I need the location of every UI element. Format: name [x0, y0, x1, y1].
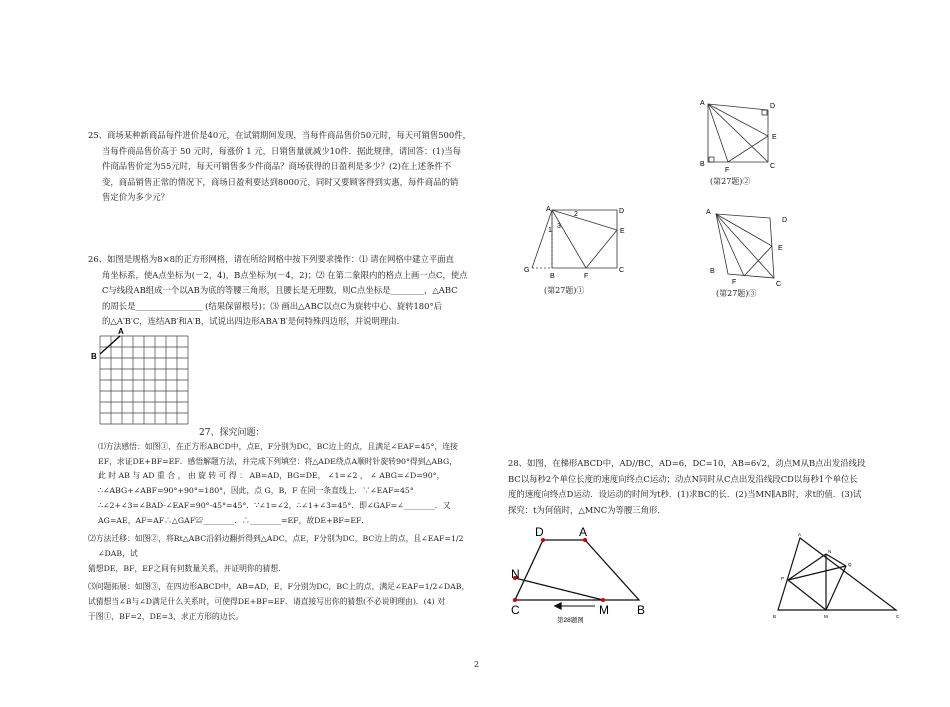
- q28-tri-label-a: A: [798, 532, 802, 537]
- fig3-label-a: A: [706, 209, 711, 216]
- q27-figure-1: [520, 202, 635, 284]
- q28-line: BC以每秒2个单位长度的速度向终点C运动；动点N同时从C点出发沿线段CD以每秒1个单位长: [508, 473, 858, 484]
- q26-line: 角坐标系，使A点坐标为(－2，4)，B点坐标为(－4，2)；⑵ 在第二象限内的格点上画一点C，使点: [102, 269, 468, 280]
- fig3-caption: (第27题)③: [716, 289, 757, 298]
- question-26: [88, 252, 493, 330]
- grid-label-a: A: [118, 327, 124, 336]
- fig3-label-c: C: [776, 281, 782, 288]
- fig1-label-f: F: [584, 273, 589, 280]
- q27-title: 27、探究问题：: [199, 428, 265, 438]
- fig3-label-d: D: [782, 217, 788, 224]
- q28-tri-label-b: B: [773, 614, 777, 619]
- fig2-label-f: F: [725, 167, 730, 174]
- fig1-label-d: D: [619, 208, 625, 215]
- q28-label-m: M: [599, 603, 609, 617]
- q26-grid-figure: [90, 326, 200, 426]
- fig2-caption: (第27题)②: [710, 177, 751, 186]
- q25-line: 件商品售价定为55元时，每天可销售多少件商品？商场获得的日盈利是多少？(2)在上述条件不: [102, 161, 452, 171]
- q26-line: C与线段AB组成一个以AB为底的等腰三角形，且腰长是无理数，则C点坐标是________，△ABC: [102, 285, 458, 295]
- q26-line: 26、如图是规格为8×8的正方形网格，请在所给网格中按下列要求操作：⑴ 请在网格中建立平面直: [88, 254, 454, 264]
- page-number: 2: [474, 660, 480, 669]
- q28-label-c: C: [511, 603, 520, 617]
- fig3-label-b: B: [710, 268, 715, 275]
- q25-line: 当每件商品售价高于 50 元时，每涨价 1 元，日销售量就减少10件．据此规律，请回答：(1)当每: [102, 145, 462, 156]
- q27-figure-3: [700, 200, 795, 290]
- grid-label-b: B: [91, 352, 97, 361]
- q25-line: 变，商品销售正常的情况下，商场日盈利要达到8000元，同时又要顾客得到实惠，每件商品的销: [102, 176, 459, 187]
- fig1-label-b: B: [550, 273, 555, 280]
- q28-label-b: B: [637, 603, 646, 617]
- q27-line: EF，求证DE+BF=EF．感悟解题方法，并完成下列填空：将△ADE绕点A顺时针旋转90°得到△ABG，: [98, 456, 458, 466]
- q27-line: AG=AE，AF=AF∴△GAF≌________．∴________=EF，故DE+BF=EF．: [98, 515, 370, 525]
- fig1-label-a: A: [546, 206, 551, 213]
- question-25: [88, 128, 493, 206]
- q27-line: ∴∠ABG+∠ABF=90°+90°=180°，因此，点 G，B，F 在同一条直线上．∵∠EAF=45°: [98, 486, 414, 496]
- q28-fig-caption: 第28题图: [557, 617, 584, 624]
- fig1-label-1: 1: [548, 227, 552, 234]
- fig2-label-c: C: [770, 163, 776, 170]
- fig1-caption: (第27题)①: [544, 286, 585, 295]
- segment-ab: [100, 336, 120, 354]
- q28-line: 28、如图，在梯形ABCD中，AD//BC，AD=6，DC=10，AB=6√2，动点M从B点出发沿线段: [508, 458, 866, 468]
- q28-tri-label-c: C: [896, 614, 900, 619]
- fig3-label-f: F: [732, 279, 737, 286]
- q25-line: 25、商场某种新商品每件进价是40元，在试销期间发现，当每件商品售价50元时，每天可销售500件，: [88, 130, 471, 140]
- q26-line: 的周长是________________ (结果保留根号)；⑶ 画出△ABC以点C为旋转中心、旋转180°后: [102, 300, 443, 311]
- q27-line: ⑵方法迁移：如图②，将Rt△ABC沿斜边翻折得到△ADC，点E，F分别为DC，BC边上的点，且∠EAF=1/2: [88, 534, 464, 544]
- question-28: [508, 456, 913, 518]
- fig1-label-3: 3: [557, 223, 561, 230]
- square-grid: [100, 336, 188, 424]
- q28-label-d: D: [535, 526, 544, 539]
- fig1-label-c: C: [619, 267, 625, 274]
- fig3-label-e: E: [778, 245, 783, 252]
- q27-figure-2: [692, 96, 792, 176]
- q28-line: 度的速度向终点D运动．设运动的时间为t秒．(1)求BC的长．(2)当MN∥AB时，求t的值．(3)试: [508, 489, 862, 499]
- fig1-label-e: E: [620, 228, 625, 235]
- question-27: [88, 440, 488, 624]
- q28-trapezoid-figure: [505, 526, 655, 626]
- q28-tri-label-q: Q: [848, 562, 852, 567]
- q27-line: 猜想DE，BF，EF之间有何数量关系，并证明你的猜想.: [88, 563, 281, 573]
- q28-line: 探究：t为何值时，△MNC为等腰三角形．: [508, 504, 666, 515]
- q27-line: 于图①，BF=2，DE=3，求正方形的边长。: [88, 611, 244, 621]
- q28-label-n: N: [511, 567, 520, 581]
- q28-tri-label-n: N: [828, 549, 832, 554]
- q28-tri-label-m: M: [824, 614, 828, 619]
- fig1-label-2: 2: [574, 211, 578, 218]
- q27-line: 试猜想当∠B与∠D满足什么关系时，可使得DE+BF=EF．请直接写出你的猜想(不必说明理由)．(4) 对: [88, 597, 445, 607]
- q25-line: 售定价为多少元？: [102, 192, 169, 202]
- fig2-label-a: A: [700, 100, 705, 107]
- fig2-label-e: E: [772, 134, 777, 141]
- fig2-label-b: B: [700, 161, 705, 168]
- fig2-label-d: D: [770, 103, 776, 110]
- q27-line: ⑶问题拓展：如图③，在四边形ABCD中，AB=AD，E，F分别为DC，BC上的点，满足∠EAF=1/2∠DAB，: [88, 582, 470, 592]
- q27-line: 此 时 AB 与 AD 重 合 ， 由 旋 转 可 得 ： AB=AD，BG=DE， ∠1=∠2 ， ∠ ABG=∠D=90°，: [98, 471, 445, 481]
- fig1-label-g: G: [524, 267, 530, 274]
- q28-tri-label-p: P: [781, 576, 785, 581]
- q27-line: ⑴方法感悟：如图①，在正方形ABCD中，点E，F分别为DC，BC边上的点，且满足∠EAF=45°，连接: [98, 442, 458, 451]
- q28-triangle-figure: [770, 530, 905, 625]
- q27-line: ∠DAB，试: [98, 548, 138, 558]
- q26-line: 的△A′B′C，连结AB′和A′B，试说出四边形ABA′B′是何特殊四边形，并说明理由.: [102, 316, 400, 326]
- q28-label-a: A: [579, 526, 588, 539]
- q27-line: ∴∠2+∠3=∠BAD-∠EAF=90°-45°=45°．∵∠1=∠2，∴∠1+∠3=45°．即∠GAF=∠________．又: [98, 500, 451, 510]
